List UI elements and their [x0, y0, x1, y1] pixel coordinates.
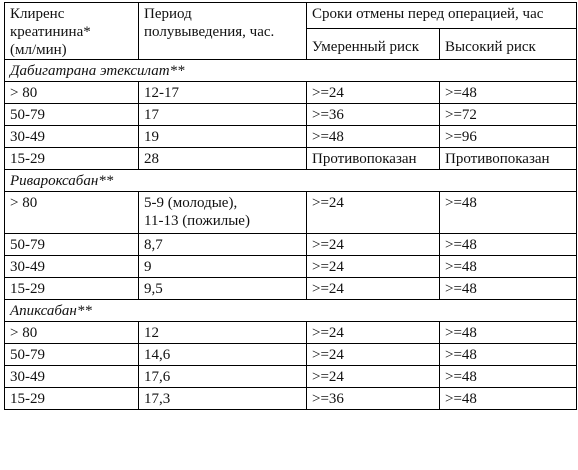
- cell-high-risk: >=48: [440, 82, 577, 104]
- cell-high-risk: Противопоказан: [440, 148, 577, 170]
- header-clearance-line-3: (мл/мин): [10, 42, 67, 58]
- cell-clearance: 30-49: [5, 366, 139, 388]
- table-row: [5, 388, 577, 410]
- header-row-1: [5, 3, 577, 29]
- cell-high-risk: >=48: [440, 366, 577, 388]
- cell-half-life: [139, 126, 307, 148]
- group-name: Дабигатрана этексилат**: [5, 60, 577, 82]
- cell-moderate-risk: >=24: [307, 366, 440, 388]
- table-row: [5, 234, 577, 256]
- cell-half-life: [139, 322, 307, 344]
- cell-high-risk: >=48: [440, 344, 577, 366]
- cell-half-life-line: 9: [144, 259, 152, 275]
- cell-clearance: 30-49: [5, 126, 139, 148]
- table-row: [5, 82, 577, 104]
- group-row: [5, 60, 577, 82]
- cell-half-life: [139, 256, 307, 278]
- table-row: [5, 278, 577, 300]
- cell-half-life: [139, 82, 307, 104]
- cell-half-life-line: 5-9 (молодые),: [144, 195, 238, 211]
- cell-moderate-risk: >=24: [307, 234, 440, 256]
- cell-half-life: [139, 192, 307, 234]
- cell-half-life: [139, 344, 307, 366]
- group-name: Ривароксабан**: [5, 170, 577, 192]
- cell-high-risk: >=48: [440, 192, 577, 234]
- cell-half-life-line: 28: [144, 151, 159, 167]
- cell-half-life-line: 8,7: [144, 237, 163, 253]
- anticoagulant-withdrawal-table: [4, 2, 577, 410]
- table-row: [5, 192, 577, 234]
- header-clearance-line-1: Клиренс: [10, 6, 65, 22]
- cell-moderate-risk: >=24: [307, 344, 440, 366]
- cell-half-life: [139, 234, 307, 256]
- table-row: [5, 366, 577, 388]
- cell-half-life-line: 17: [144, 107, 159, 123]
- group-row: [5, 170, 577, 192]
- table-row: [5, 148, 577, 170]
- cell-clearance: 30-49: [5, 256, 139, 278]
- cell-clearance: > 80: [5, 322, 139, 344]
- header-clearance-line-2: креатинина*: [10, 24, 91, 40]
- cell-moderate-risk: >=48: [307, 126, 440, 148]
- cell-half-life: [139, 366, 307, 388]
- cell-clearance: > 80: [5, 192, 139, 234]
- cell-high-risk: >=48: [440, 388, 577, 410]
- cell-high-risk: >=48: [440, 278, 577, 300]
- header-half-life-line-1: Период: [144, 6, 192, 22]
- table-body: [5, 3, 577, 410]
- cell-half-life-line: 17,6: [144, 369, 171, 385]
- group-row: [5, 300, 577, 322]
- cell-clearance: 50-79: [5, 344, 139, 366]
- table-row: [5, 344, 577, 366]
- cell-half-life: [139, 148, 307, 170]
- cell-half-life-line: 14,6: [144, 347, 171, 363]
- table-row: [5, 126, 577, 148]
- cell-moderate-risk: >=24: [307, 192, 440, 234]
- cell-moderate-risk: >=24: [307, 256, 440, 278]
- cell-half-life-line: 17,3: [144, 391, 171, 407]
- cell-clearance: > 80: [5, 82, 139, 104]
- cell-clearance: 15-29: [5, 278, 139, 300]
- cell-clearance: 50-79: [5, 104, 139, 126]
- cell-high-risk: >=48: [440, 256, 577, 278]
- table-row: [5, 256, 577, 278]
- cell-moderate-risk: >=24: [307, 278, 440, 300]
- cell-high-risk: >=72: [440, 104, 577, 126]
- cell-clearance: 15-29: [5, 148, 139, 170]
- cell-half-life-line: 19: [144, 129, 159, 145]
- cell-half-life-line: 9,5: [144, 281, 163, 297]
- cell-moderate-risk: >=36: [307, 388, 440, 410]
- cell-clearance: 50-79: [5, 234, 139, 256]
- cell-high-risk: >=48: [440, 234, 577, 256]
- cell-high-risk: >=96: [440, 126, 577, 148]
- cell-half-life: [139, 278, 307, 300]
- header-withdrawal: Сроки отмены перед операцией, час: [307, 3, 577, 29]
- cell-half-life-line: 11-13 (пожилые): [144, 213, 250, 229]
- cell-high-risk: >=48: [440, 322, 577, 344]
- header-high-risk: Высокий риск: [440, 29, 577, 60]
- cell-half-life: [139, 104, 307, 126]
- cell-half-life: [139, 388, 307, 410]
- header-clearance: [5, 3, 139, 60]
- table-row: [5, 322, 577, 344]
- cell-half-life-line: 12-17: [144, 85, 179, 101]
- cell-clearance: 15-29: [5, 388, 139, 410]
- header-moderate-risk: Умеренный риск: [307, 29, 440, 60]
- group-name: Апиксабан**: [5, 300, 577, 322]
- header-half-life-line-2: полувыведения, час.: [144, 24, 275, 40]
- table-row: [5, 104, 577, 126]
- cell-moderate-risk: >=24: [307, 82, 440, 104]
- cell-moderate-risk: >=24: [307, 322, 440, 344]
- cell-half-life-line: 12: [144, 325, 159, 341]
- cell-moderate-risk: Противопоказан: [307, 148, 440, 170]
- header-half-life: [139, 3, 307, 60]
- cell-moderate-risk: >=36: [307, 104, 440, 126]
